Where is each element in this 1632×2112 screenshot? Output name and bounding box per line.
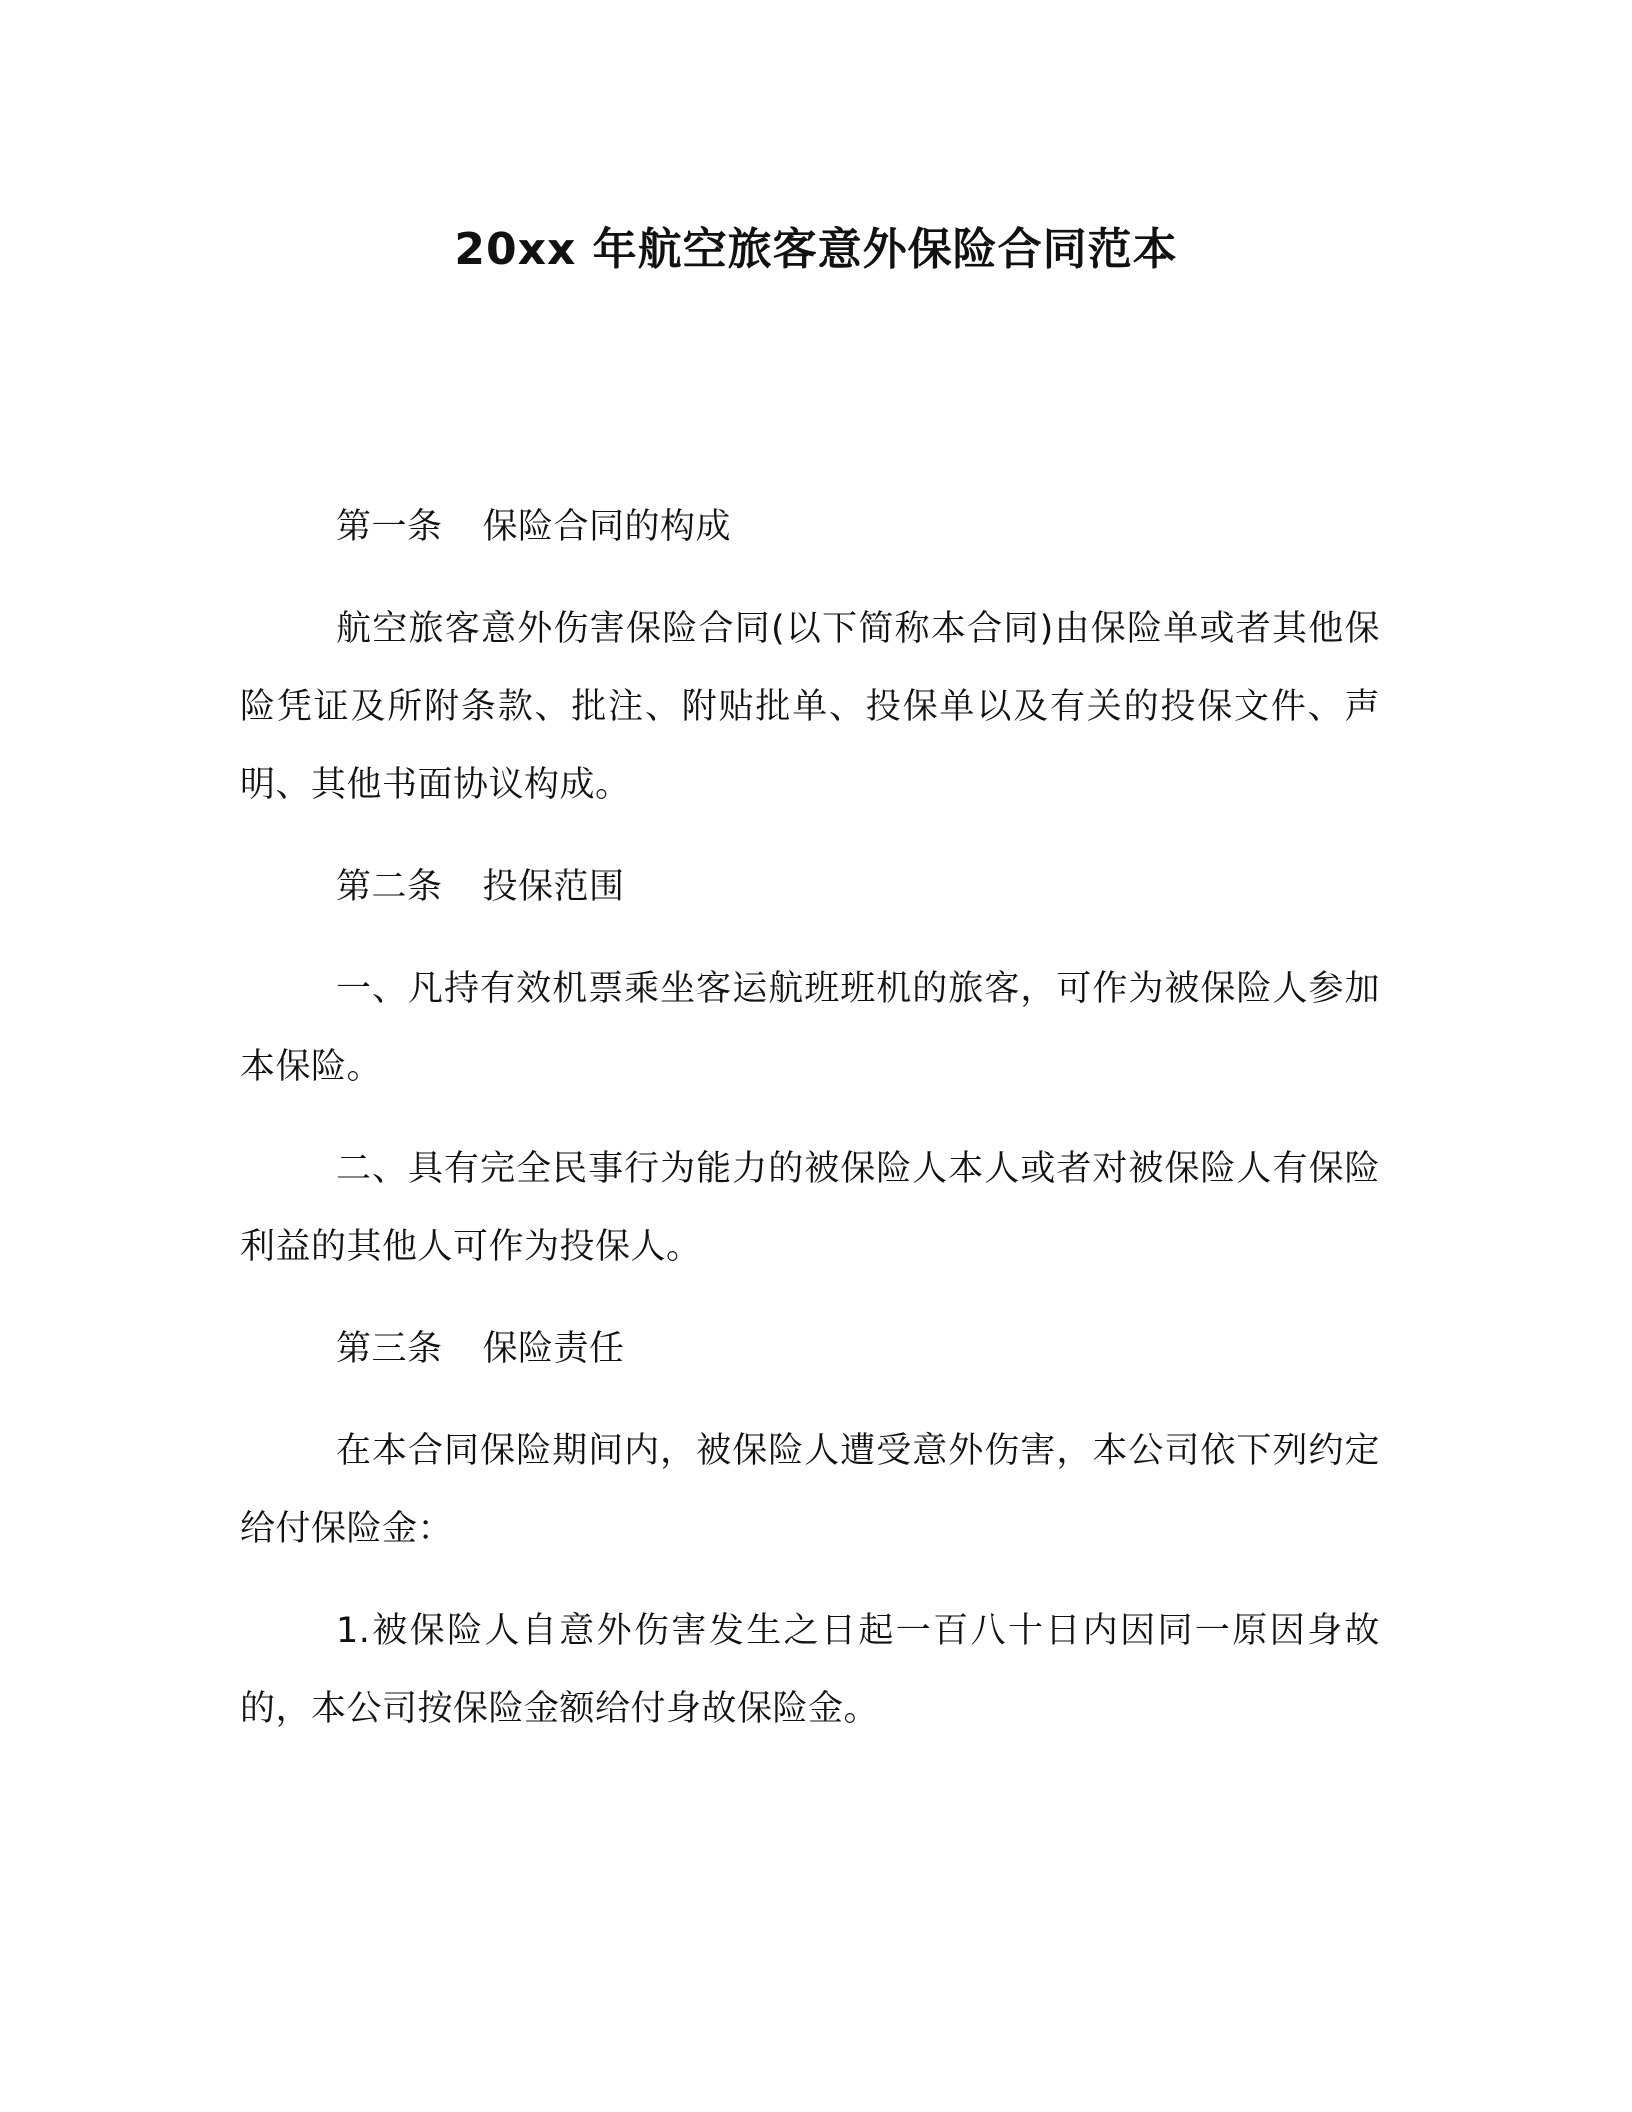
section-2-paragraph-1: 一、凡持有效机票乘坐客运航班班机的旅客，可作为被保险人参加本保险。 <box>240 969 1380 1087</box>
section-1-heading <box>240 488 1380 566</box>
section-2-title: 投保范围 <box>482 867 625 907</box>
section-3-title: 保险责任 <box>482 1329 625 1369</box>
section-3-heading <box>240 1310 1380 1388</box>
document-body <box>240 488 1380 1748</box>
section-3-paragraph-2: 1.被保险人自意外伤害发生之日起一百八十日内因同一原因身故的，本公司按保险金额给付身故保险金。 <box>240 1611 1380 1729</box>
section-1-number: 第一条 <box>336 507 443 547</box>
document-title: 20xx 年航空旅客意外保险合同范本 <box>454 224 1178 275</box>
section-3-number: 第三条 <box>336 1329 443 1369</box>
section-2-paragraph-2: 二、具有完全民事行为能力的被保险人本人或者对被保险人有保险利益的其他人可作为投保人。 <box>240 1149 1380 1267</box>
section-2-heading <box>240 848 1380 926</box>
section-3-paragraph-1: 在本合同保险期间内，被保险人遭受意外伤害，本公司依下列约定给付保险金： <box>240 1431 1380 1549</box>
section-2-number: 第二条 <box>336 867 443 907</box>
section-1-title: 保险合同的构成 <box>482 507 732 547</box>
section-1-paragraph-1: 航空旅客意外伤害保险合同(以下简称本合同)由保险单或者其他保险凭证及所附条款、批注、附贴批单、投保单以及有关的投保文件、声明、其他书面协议构成。 <box>240 609 1380 805</box>
